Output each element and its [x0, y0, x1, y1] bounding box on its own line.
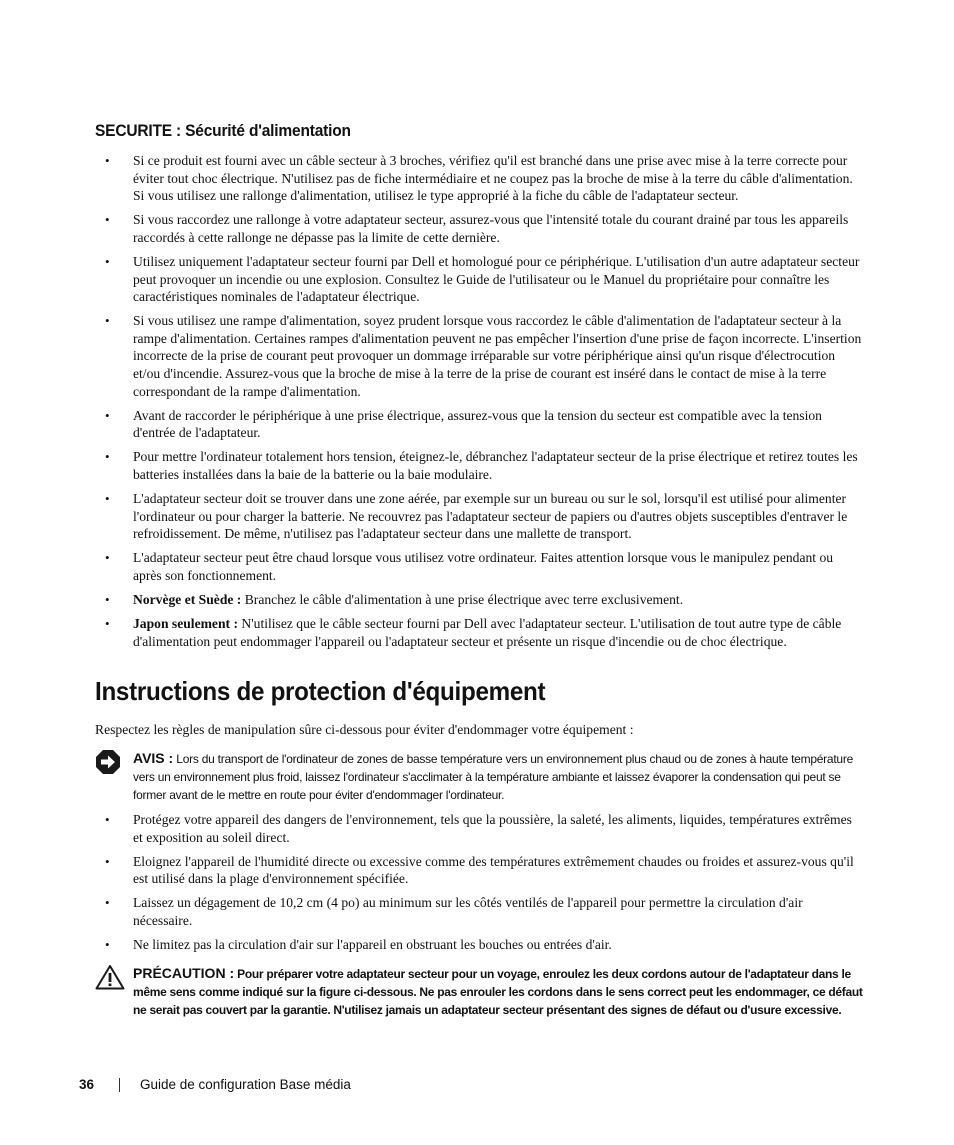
bullet-icon: •	[105, 407, 110, 423]
bullet-icon: •	[105, 449, 110, 465]
bullet-icon: •	[105, 153, 110, 168]
list-item	[95, 615, 863, 650]
list-item	[95, 152, 863, 205]
safety-bullet-list	[95, 152, 863, 657]
page-title: Instructions de protection d'équipement	[95, 676, 546, 706]
list-item-text: Eloignez l'appareil de l'humidité directe ou excessive comme des températures extrêmement chaudes ou froides et assurez-vous qu'il est utilisé dans la plage d'environnement spécifiée.	[133, 853, 854, 887]
bullet-icon: •	[105, 895, 110, 911]
bullet-icon: •	[105, 212, 110, 228]
bullet-icon: •	[105, 313, 110, 329]
intro-paragraph: Respectez les règles de manipulation sûre ci-dessous pour éviter d'endommager votre équipement :	[95, 722, 634, 737]
bullet-icon: •	[105, 853, 110, 869]
warning-triangle-icon	[95, 964, 125, 990]
list-item	[95, 894, 863, 929]
list-item-text: L'adaptateur secteur peut être chaud lorsque vous utilisez votre ordinateur. Faites attention lorsque vous le manipulez pendant ou après son fonctionnement.	[133, 550, 834, 583]
page-number: 36	[79, 1077, 95, 1092]
caution-block	[95, 964, 865, 1019]
notice-text	[133, 749, 865, 804]
list-item-text: Pour mettre l'ordinateur totalement hors tension, éteignez-le, débranchez l'adaptateur secteur de la prise électrique et retirez toutes les batteries installées dans la baie de la batterie ou la baie modulaire.	[133, 449, 858, 482]
footer-divider	[119, 1078, 120, 1092]
list-item-text: Branchez le câble d'alimentation à une prise électrique avec terre exclusivement.	[241, 592, 684, 608]
bullet-icon: •	[105, 550, 110, 566]
list-item-lead: Japon seulement :	[133, 616, 238, 632]
list-item-text: Si ce produit est fourni avec un câble secteur à 3 broches, vérifiez qu'il est branché dans une prise avec mise à la terre correcte pour éviter tout choc électrique. N'utilisez pas de fiche intermédiaire et ne coupez pas la broche de mise à la terre du câble d'alimentation. Si vous utilisez une rallonge d'alimentation, utilisez le type approprié à la fiche du câble de l'adaptateur secteur.	[133, 153, 853, 204]
list-item-text: Protégez votre appareil des dangers de l'environnement, tels que la poussière, la saleté, les aliments, liquides, températures extrêmes et exposition au soleil direct.	[133, 812, 852, 845]
footer-guide-title: Guide de configuration Base média	[140, 1077, 351, 1092]
list-item-text: Si vous utilisez une rampe d'alimentation, soyez prudent lorsque vous raccordez le câble d'alimentation de l'adaptateur secteur à la rampe d'alimentation. Certaines rampes d'alimentation peuvent ne pas empêcher l'insertion d'une prise de façon incorrecte. L'insertion incorrecte de la prise de courant peut provoquer un dommage irréparable sur votre périphérique ainsi qu'un risque d'électrocution et/ou d'incendie. Assurez-vous que la broche de mise à la terre de la prise de courant est inséré dans le contact de mise à la terre correspondant de la rampe d'alimentation.	[133, 313, 862, 399]
list-item-text: Avant de raccorder le périphérique à une prise électrique, assurez-vous que la tension du secteur est compatible avec la tension d'entrée de l'adaptateur.	[133, 407, 822, 441]
list-item-text: L'adaptateur secteur doit se trouver dans une zone aérée, par exemple sur un bureau ou sur le sol, lorsqu'il est utilisé pour alimenter l'ordinateur ou pour charger la batterie. Ne recouvrez pas l'adaptateur secteur de papiers ou d'autres objets susceptibles d'entraver le refroidissement. De même, n'utilisez pas l'adaptateur secteur dans une mallette de transport.	[133, 491, 848, 542]
page-footer	[79, 1077, 351, 1092]
list-item	[95, 591, 863, 609]
list-item	[95, 936, 863, 954]
section-heading: SECURITE : Sécurité d'alimentation	[95, 122, 351, 140]
caution-body: Pour préparer votre adaptateur secteur pour un voyage, enroulez les deux cordons autour de l'adaptateur dans le même sens comme indiqué sur la figure ci-dessous. Ne pas enrouler les cordons dans le sens correct peut les endommager, ce défaut ne serait pas couvert par la garantie. N'utilisez jamais un adaptateur secteur présentant des signes de défaut ou d'usure excessive.	[133, 967, 863, 1017]
list-item	[95, 448, 863, 483]
list-item	[95, 312, 863, 400]
list-item-text: Laissez un dégagement de 10,2 cm (4 po) au minimum sur les côtés ventilés de l'appareil pour permettre la circulation d'air nécessaire.	[133, 895, 803, 928]
list-item	[95, 549, 863, 584]
notice-block	[95, 749, 865, 804]
caution-label: PRÉCAUTION :	[133, 965, 235, 981]
bullet-icon: •	[105, 253, 110, 269]
bullet-icon: •	[105, 592, 110, 608]
list-item-text: Utilisez uniquement l'adaptateur secteur fourni par Dell et homologué pour ce périphérique. L'utilisation d'un autre adaptateur secteur peut provoquer un incendie ou une explosion. Consultez le Guide de l'utilisateur ou le Manuel du propriétaire pour connaître les caractéristiques nominales de l'adaptateur électrique.	[133, 253, 860, 305]
list-item	[95, 853, 863, 888]
list-item-text: N'utilisez que le câble secteur fourni par Dell avec l'adaptateur secteur. L'utilisation de tout autre type de câble d'alimentation peut endommager l'appareil ou l'adaptateur secteur et présente un risque d'incendie ou de choc électrique.	[133, 616, 842, 649]
list-item-text: Ne limitez pas la circulation d'air sur l'appareil en obstruant les bouches ou entrées d'air.	[133, 937, 612, 953]
notice-body: Lors du transport de l'ordinateur de zones de basse température vers un environnement plus chaud ou de zones à haute température vers un environnement plus froid, laissez l'ordinateur s'acclimater à la température ambiante et laissez évaporer la condensation qui peut se former avant de le mettre en route pour éviter d'endommager l'ordinateur.	[133, 752, 854, 802]
list-item-lead: Norvège et Suède :	[133, 592, 242, 608]
list-item	[95, 211, 863, 246]
protection-bullet-list	[95, 811, 863, 960]
bullet-icon: •	[105, 937, 110, 953]
list-item	[95, 811, 863, 846]
list-item	[95, 490, 863, 543]
caution-text	[133, 964, 865, 1019]
bullet-icon: •	[105, 491, 110, 507]
notice-label: AVIS :	[133, 750, 174, 766]
bullet-icon: •	[105, 812, 110, 827]
notice-arrow-icon	[95, 749, 121, 775]
bullet-icon: •	[105, 616, 110, 632]
list-item	[95, 407, 863, 442]
list-item	[95, 253, 863, 306]
list-item-text: Si vous raccordez une rallonge à votre adaptateur secteur, assurez-vous que l'intensité totale du courant drainé par tous les appareils raccordés à cette rallonge ne dépasse pas la limite de cette dernière.	[133, 212, 849, 245]
